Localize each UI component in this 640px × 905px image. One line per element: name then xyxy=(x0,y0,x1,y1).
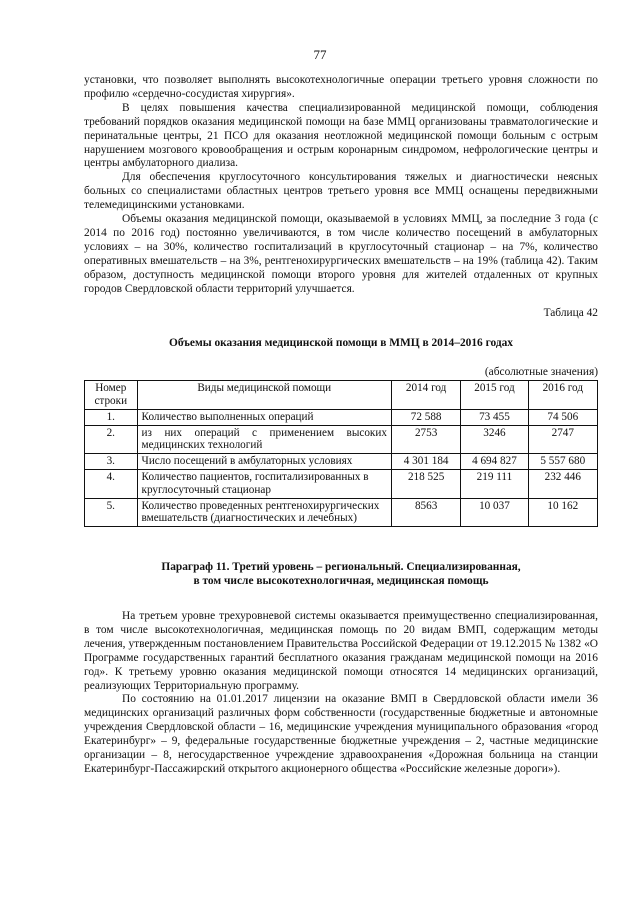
table-row xyxy=(85,454,598,470)
table-row xyxy=(85,498,598,527)
section-heading-line-1: Параграф 11. Третий уровень – региональный. Специализированная, xyxy=(161,561,521,574)
table-unit-note: (абсолютные значения) xyxy=(484,366,598,379)
section-paragraph-2: По состоянию на 01.01.2017 лицензии на оказание ВМП в Свердловской области имели 36 медицинских организаций различных форм собственности (государственные бюджетные и автономные учреждения Свердловской области – 16, медицинские учреждения муниципального образования «город Екатеринбург» – 9, федеральные государственные бюджетные учреждения – 2, частные медицинские организации – 8, негосударственное учреждение здравоохранения «Дорожная больница на станции Екатеринбург-Пассажирский открытого акционерного общества «Российские железные дороги»). xyxy=(84,693,598,775)
row-number: 3. xyxy=(85,454,138,470)
value-2014: 72 588 xyxy=(391,409,460,425)
value-2014: 218 525 xyxy=(391,470,460,499)
value-2016: 232 446 xyxy=(528,470,597,499)
header-type: Виды медицинской помощи xyxy=(137,381,391,410)
header-2014: 2014 год xyxy=(391,381,460,410)
table-row xyxy=(85,409,598,425)
value-2016: 74 506 xyxy=(528,409,597,425)
header-2015: 2015 год xyxy=(461,381,528,410)
section-body xyxy=(84,610,598,777)
row-name: из них операций с применением высоких медицинских технологий xyxy=(137,425,391,454)
row-name: Число посещений в амбулаторных условиях xyxy=(137,454,391,470)
section-heading-line-2: в том числе высокотехнологичная, медицинская помощь xyxy=(193,575,489,588)
header-2016: 2016 год xyxy=(528,381,597,410)
data-table xyxy=(84,380,598,527)
value-2015: 219 111 xyxy=(461,470,528,499)
row-number: 2. xyxy=(85,425,138,454)
row-name: Количество пациентов, госпитализированных в круглосуточный стационар xyxy=(137,470,391,499)
table-caption: Таблица 42 xyxy=(543,306,598,319)
row-number: 5. xyxy=(85,498,138,527)
value-2014: 8563 xyxy=(391,498,460,527)
table-row xyxy=(85,470,598,499)
table-header-row xyxy=(85,381,598,410)
intro-paragraph-3: Для обеспечения круглосуточного консультирования тяжелых и диагностически неясных больных со специалистами областных центров третьего уровня все ММЦ оснащены передвижными телемедицинскими установками. xyxy=(84,171,598,212)
document-body xyxy=(84,74,598,777)
value-2015: 10 037 xyxy=(461,498,528,527)
page-number: 77 xyxy=(313,47,327,62)
value-2014: 4 301 184 xyxy=(391,454,460,470)
value-2015: 3246 xyxy=(461,425,528,454)
section-heading xyxy=(84,561,598,589)
row-name: Количество проведенных рентгенохирургических вмешательств (диагностических и лечебных) xyxy=(137,498,391,527)
row-name: Количество выполненных операций xyxy=(137,409,391,425)
intro-paragraph-2: В целях повышения качества специализированной медицинской помощи, соблюдения требований порядков оказания медицинской помощи на базе ММЦ организованы травматологические и перинатальные центры, 21 ПСО для оказания неотложной медицинской помощи больным с острым нарушением мозгового кровообращения и острым коронарным синдромом, нефрологические центры и центры амбулаторного диализа. xyxy=(84,101,598,170)
table-row xyxy=(85,425,598,454)
value-2015: 73 455 xyxy=(461,409,528,425)
value-2016: 10 162 xyxy=(528,498,597,527)
value-2014: 2753 xyxy=(391,425,460,454)
row-number: 1. xyxy=(85,409,138,425)
intro-paragraph-1: установки, что позволяет выполнять высокотехнологичные операции третьего уровня сложности по профилю «сердечно-сосудистая хирургия». xyxy=(84,74,598,100)
value-2016: 2747 xyxy=(528,425,597,454)
intro-paragraph-4: Объемы оказания медицинской помощи, оказываемой в условиях ММЦ, за последние 3 года (с 2014 по 2016 год) постоянно увеличиваются, в том числе количество посещений в амбулаторных условиях – на 30%, количество госпитализаций в круглосуточный стационар – на 7%, количество оперативных вмешательств – на 3%, рентгенохирургических вмешательств – на 19% (таблица 42). Таким образом, доступность медицинской помощи второго уровня для жителей отдаленных от крупных городов Свердловской области территорий улучшается. xyxy=(84,213,598,295)
section-paragraph-1: На третьем уровне трехуровневой системы оказывается преимущественно специализированная, в том числе высокотехнологичная, медицинская помощь по 20 видам ВМП, содержащим методы лечения, утвержденным постановлением Правительства Российской Федерации от 19.12.2015 № 1382 «О Программе государственных гарантий бесплатного оказания гражданам медицинской помощи на 2016 год». К третьему уровню оказания медицинской помощи относятся 14 медицинских организаций, реализующих Территориальную программу. xyxy=(84,610,598,692)
table-title: Объемы оказания медицинской помощи в ММЦ в 2014–2016 годах xyxy=(168,337,513,350)
row-number: 4. xyxy=(85,470,138,499)
value-2016: 5 557 680 xyxy=(528,454,597,470)
header-row-number: Номер строки xyxy=(85,381,138,410)
value-2015: 4 694 827 xyxy=(461,454,528,470)
